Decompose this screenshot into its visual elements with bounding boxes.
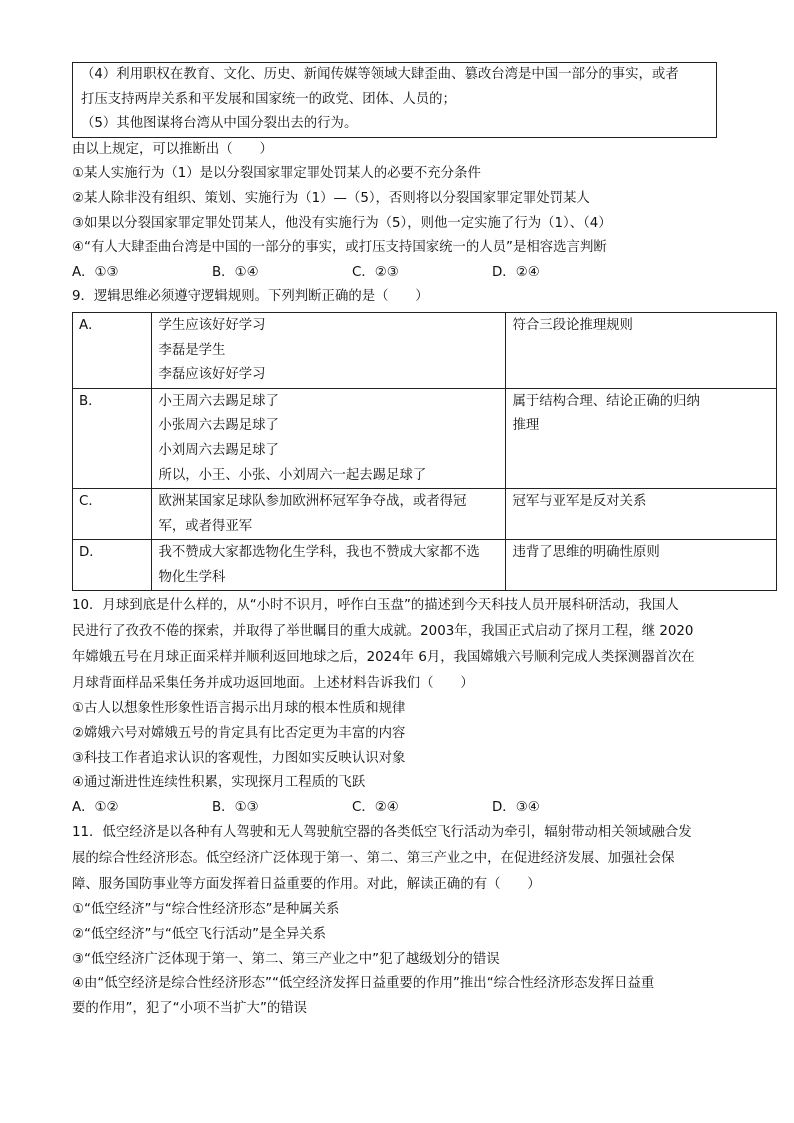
- content-line: 军，或者得亚军: [158, 518, 253, 534]
- statement-item: ③如果以分裂国家罪定罪处罚某人，他没有实施行为（5），则他一定实施了行为（1）、（4）: [72, 215, 612, 231]
- question-stem: 9．逻辑思维必须遵守逻辑规则。下列判断正确的是（ ）: [72, 289, 429, 305]
- statement-item: ①某人实施行为（1）是以分裂国家罪定罪处罚某人的必要不充分条件: [72, 166, 481, 182]
- judgment-line: 属于结构合理、结论正确的归纳: [512, 393, 700, 409]
- question-stem-line: 民进行了孜孜不倦的探索，并取得了举世瞩目的重大成就。2003年，我国正式启动了探月工程，继 2020: [72, 624, 694, 640]
- option-c[interactable]: C．②④: [352, 799, 399, 815]
- statement-item: ③科技工作者追求认识的客观性，力图如实反映认识对象: [72, 750, 406, 766]
- question-8: [72, 138, 722, 286]
- question-stem-line: 障、服务国防事业等方面发挥着日益重要的作用。对此，解读正确的有（ ）: [72, 877, 541, 893]
- option-d[interactable]: D．③④: [492, 799, 540, 815]
- question-stem-line: 10．月球到底是什么样的，从“小时不识月，呼作白玉盘”的描述到今天科技人员开展科研活动，我国人: [72, 598, 679, 614]
- row-judgment: [506, 540, 777, 591]
- judgment-table: [72, 312, 777, 592]
- option-a[interactable]: A．①②: [72, 799, 119, 815]
- question-stem-line: 月球背面样品采集任务并成功返回地面。上述材料告诉我们（ ）: [72, 676, 474, 692]
- row-content: [152, 540, 506, 591]
- content-line: 李磊是学生: [158, 342, 226, 358]
- table-row: [73, 388, 777, 488]
- row-content: [152, 388, 506, 488]
- statement-item: ②“低空经济”与“低空飞行活动”是全异关系: [72, 927, 327, 943]
- statement-item: ②嫦娥六号对嫦娥五号的肯定具有比否定更为丰富的内容: [72, 726, 406, 742]
- statement-item: ①“低空经济”与“综合性经济形态”是种属关系: [72, 902, 340, 918]
- row-label[interactable]: D．: [73, 540, 152, 591]
- statement-item: ③“低空经济广泛体现于第一、第二、第三产业之中”犯了越级划分的错误: [72, 951, 500, 967]
- option-b[interactable]: B．①③: [212, 799, 259, 815]
- statement-item: 要的作用”，犯了“小项不当扩大”的错误: [72, 1000, 308, 1016]
- question-stem-line: 展的综合性经济形态。低空经济广泛体现于第一、第二、第三产业之中，在促进经济发展、加强社会保: [72, 851, 675, 867]
- statement-item: ④由“低空经济是综合性经济形态”“低空经济发挥日益重要的作用”推出“综合性经济形态发挥日益重: [72, 976, 655, 992]
- judgment-line: 违背了思维的明确性原则: [512, 545, 660, 561]
- answer-options: [72, 796, 722, 821]
- judgment-line: 符合三段论推理规则: [512, 317, 633, 333]
- statement-item: ①古人以想象性形象性语言揭示出月球的根本性质和规律: [72, 701, 406, 717]
- exam-page: [72, 62, 722, 1021]
- option-b[interactable]: B．①④: [212, 264, 259, 280]
- content-line: 我不赞成大家都选物化生学科，我也不赞成大家都不选: [158, 545, 480, 561]
- question-stem-line: 11．低空经济是以各种有人驾驶和无人驾驶航空器的各类低空飞行活动为牵引，辐射带动相关领域融合发: [72, 825, 692, 841]
- judgment-line: 冠军与亚军是反对关系: [512, 494, 647, 510]
- table-row: [73, 489, 777, 540]
- content-line: 小刘周六去踢足球了: [158, 442, 279, 458]
- row-judgment: [506, 312, 777, 388]
- content-line: 小王周六去踢足球了: [158, 393, 279, 409]
- option-d[interactable]: D．②④: [492, 264, 540, 280]
- excerpt-line: （4）利用职权在教育、文化、历史、新闻传媒等领域大肆歪曲、篡改台湾是中国一部分的事实，或者: [81, 67, 679, 82]
- option-c[interactable]: C．②③: [352, 264, 399, 280]
- answer-options: [72, 261, 722, 286]
- question-stem: 由以上规定，可以推断出（ ）: [72, 141, 273, 157]
- excerpt-line: （5）其他图谋将台湾从中国分裂出去的行为。: [81, 116, 358, 132]
- question-10: [72, 593, 722, 820]
- judgment-line: 推理: [512, 418, 540, 434]
- row-label[interactable]: A．: [73, 312, 152, 388]
- row-judgment: [506, 489, 777, 540]
- question-9: [72, 285, 722, 591]
- content-line: 所以，小王、小张、小刘周六一起去踢足球了: [158, 467, 427, 483]
- statement-item: ④“有人大肆歪曲台湾是中国的一部分的事实，或打压支持国家统一的人员”是相容选言判断: [72, 240, 607, 256]
- content-line: 小张周六去踢足球了: [158, 418, 279, 434]
- content-line: 李磊应该好好学习: [158, 367, 266, 383]
- statement-item: ②某人除非没有组织、策划、实施行为（1）—（5），否则将以分裂国家罪定罪处罚某人: [72, 190, 590, 206]
- row-content: [152, 312, 506, 388]
- question-stem-line: 年嫦娥五号在月球正面采样并顺利返回地球之后，2024年 6月，我国嫦娥六号顺利完成人类探测器首次在: [72, 650, 695, 666]
- question-11: [72, 820, 722, 1021]
- statement-item: ④通过渐进性连续性积累，实现探月工程质的飞跃: [72, 775, 366, 791]
- table-row: [73, 312, 777, 388]
- legal-excerpt-box: [72, 62, 717, 138]
- row-judgment: [506, 388, 777, 488]
- row-label[interactable]: B．: [73, 388, 152, 488]
- option-a[interactable]: A．①③: [72, 264, 119, 280]
- table-row: [73, 540, 777, 591]
- content-line: 欧洲某国家足球队参加欧洲杯冠军争夺战，或者得冠: [158, 494, 467, 510]
- excerpt-line: 打压支持两岸关系和平发展和国家统一的政党、团体、人员的；: [81, 91, 456, 107]
- content-line: 物化生学科: [158, 569, 226, 585]
- row-label[interactable]: C．: [73, 489, 152, 540]
- content-line: 学生应该好好学习: [158, 317, 266, 333]
- row-content: [152, 489, 506, 540]
